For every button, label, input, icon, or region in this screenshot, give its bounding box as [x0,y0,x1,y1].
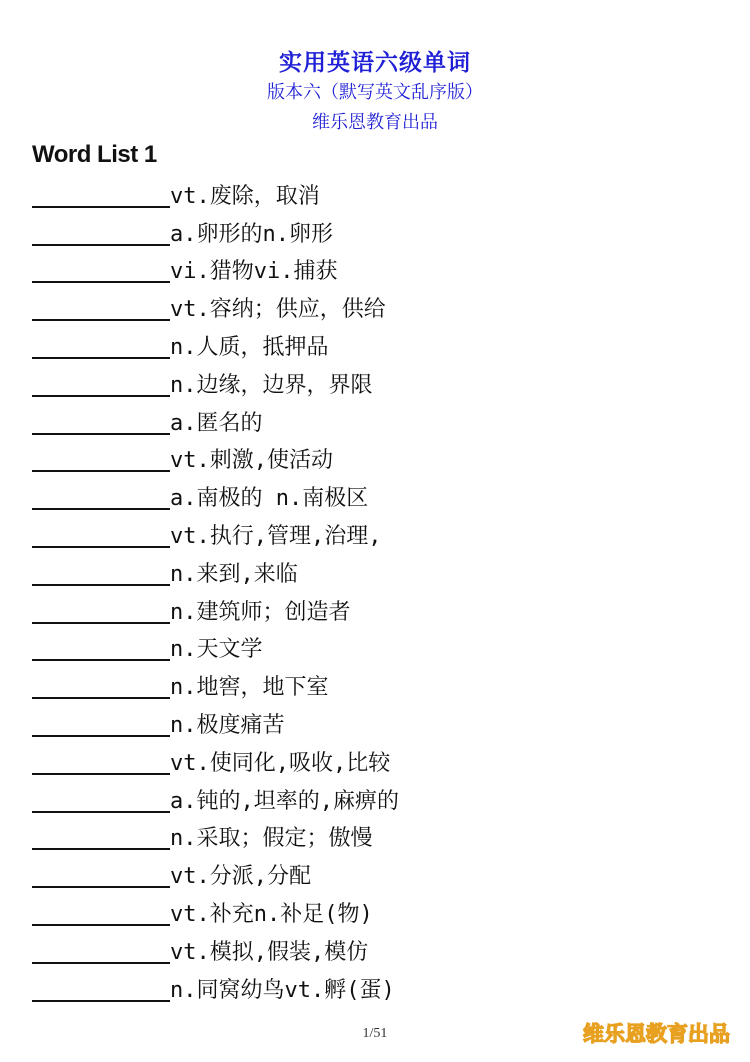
word-entry [32,214,712,252]
word-list [32,176,712,1008]
answer-blank [32,886,170,888]
word-definition: a.卵形的n.卵形 [170,221,333,247]
word-definition: vt.补充n.补足(物) [170,901,373,927]
word-entry [32,176,712,214]
word-entry [32,365,712,403]
answer-blank [32,319,170,321]
word-definition: n.来到,来临 [170,561,298,587]
word-definition: n.地窖，地下室 [170,675,329,701]
word-list-heading: Word List 1 [32,141,157,168]
word-entry [32,894,712,932]
word-definition: a.南极的 n.南极区 [170,486,369,512]
answer-blank [32,924,170,926]
word-entry [32,630,712,668]
word-entry [32,478,712,516]
word-entry [32,327,712,365]
answer-blank [32,773,170,775]
answer-blank [32,584,170,586]
answer-blank [32,357,170,359]
word-definition: vt.分派,分配 [170,864,311,890]
word-definition: n.极度痛苦 [170,712,285,738]
word-definition: n.边缘，边界，界限 [170,372,373,398]
answer-blank [32,433,170,435]
document-subtitle: 版本六（默写英文乱序版） [267,82,483,103]
answer-blank [32,848,170,850]
word-definition: vt.使同化,吸收,比较 [170,750,391,776]
answer-blank [32,395,170,397]
word-entry [32,743,712,781]
word-definition: n.建筑师；创造者 [170,599,351,625]
word-definition: vt.模拟,假装,模仿 [170,939,369,965]
word-definition: vi.猎物vi.捕获 [170,259,338,285]
publisher-watermark: 维乐恩教育出品 [583,1022,730,1046]
word-definition: vt.刺激,使活动 [170,448,333,474]
word-entry [32,403,712,441]
document-title: 实用英语六级单词 [279,50,471,76]
word-entry [32,932,712,970]
word-definition: a.匿名的 [170,410,263,436]
answer-blank [32,508,170,510]
answer-blank [32,622,170,624]
word-definition: n.天文学 [170,637,263,663]
answer-blank [32,1000,170,1002]
word-entry [32,516,712,554]
word-entry [32,705,712,743]
word-entry [32,289,712,327]
page-number: 1/51 [362,1026,388,1041]
word-definition: vt.执行,管理,治理, [170,523,382,549]
answer-blank [32,281,170,283]
answer-blank [32,735,170,737]
word-entry [32,554,712,592]
answer-blank [32,962,170,964]
publisher-line: 维乐恩教育出品 [312,112,438,133]
word-entry [32,592,712,630]
word-entry [32,441,712,479]
word-entry [32,781,712,819]
word-entry [32,819,712,857]
answer-blank [32,470,170,472]
word-definition: n.人质，抵押品 [170,334,329,360]
word-entry [32,970,712,1008]
word-entry [32,252,712,290]
answer-blank [32,811,170,813]
answer-blank [32,244,170,246]
word-entry [32,856,712,894]
word-definition: vt.容纳；供应，供给 [170,297,386,323]
answer-blank [32,546,170,548]
answer-blank [32,206,170,208]
word-definition: n.采取；假定；傲慢 [170,826,373,852]
answer-blank [32,697,170,699]
answer-blank [32,659,170,661]
word-definition: vt.废除，取消 [170,183,320,209]
word-definition: a.钝的,坦率的,麻痹的 [170,788,399,814]
word-entry [32,667,712,705]
word-definition: n.同窝幼鸟vt.孵(蛋) [170,977,395,1003]
